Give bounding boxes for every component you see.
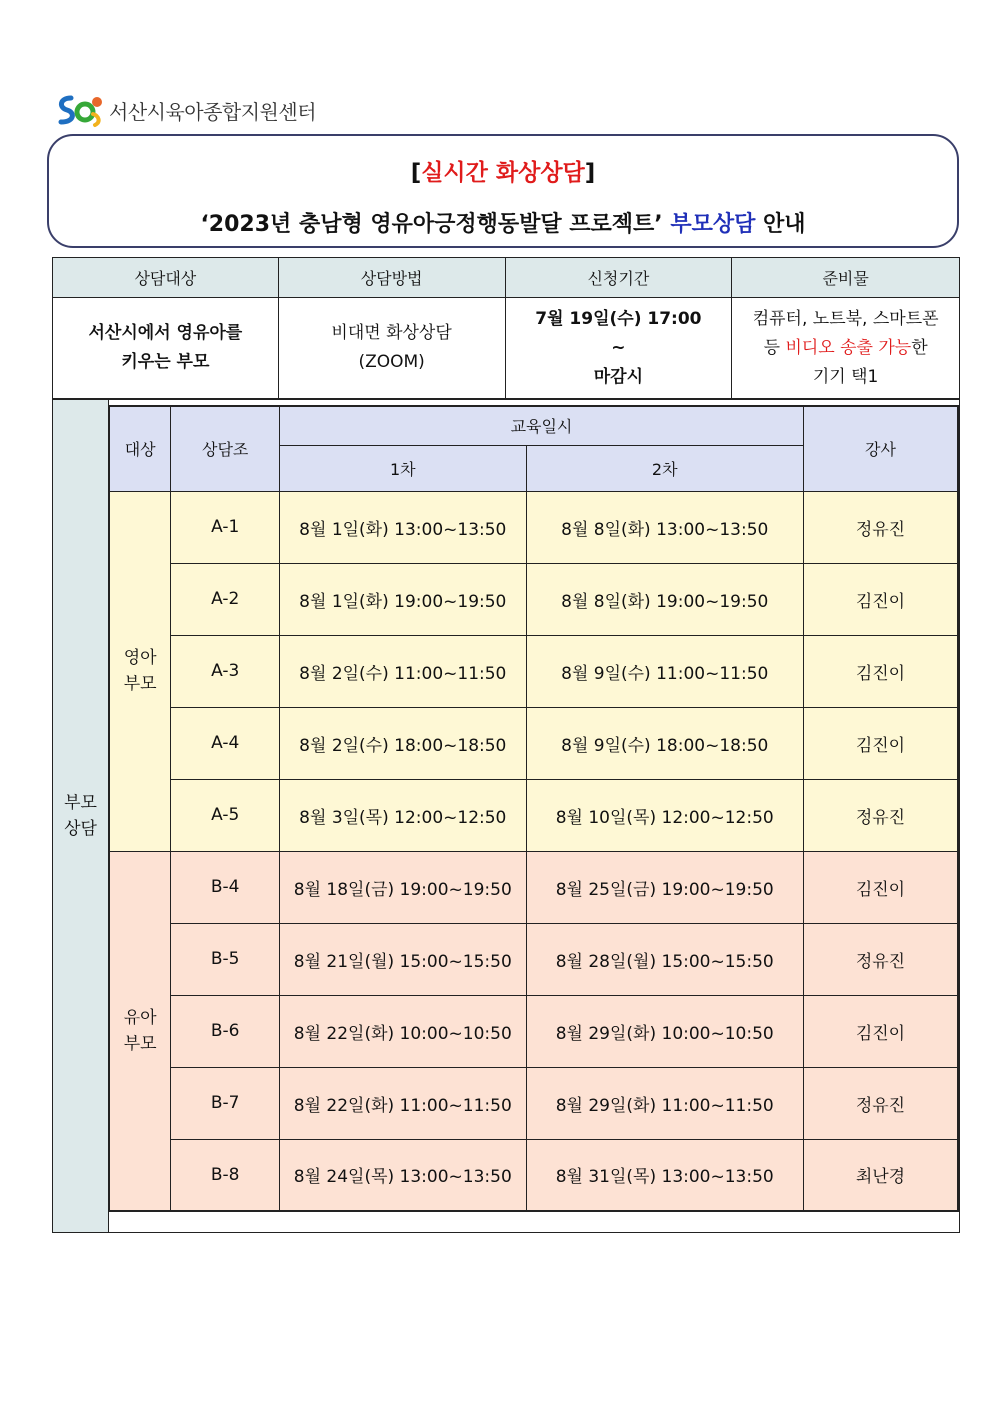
group-code: A-3: [171, 635, 280, 707]
instructor: 최난경: [803, 1139, 958, 1211]
instructor: 정유진: [803, 779, 958, 851]
first-session: 8월 21일(월) 15:00~15:50: [280, 923, 527, 995]
info-header-supplies: 준비물: [732, 258, 960, 298]
header-instructor: 강사: [803, 406, 958, 491]
info-header-row: [53, 258, 960, 298]
instructor: 김진이: [803, 851, 958, 923]
header-dates: 교육일시: [280, 406, 804, 445]
supplies-highlight: 비디오 송출 가능: [785, 337, 912, 358]
group-toddler-parents: 유아 부모: [109, 851, 171, 1211]
first-session: 8월 22일(화) 10:00~10:50: [280, 995, 527, 1067]
table-row: [109, 1139, 958, 1211]
header-group: 상담조: [171, 406, 280, 491]
second-session: 8월 10일(목) 12:00~12:50: [526, 779, 803, 851]
table-row: [109, 1067, 958, 1139]
second-session: 8월 9일(수) 18:00~18:50: [526, 707, 803, 779]
info-header-method: 상담방법: [278, 258, 505, 298]
instructor: 김진이: [803, 635, 958, 707]
first-session: 8월 24일(목) 13:00~13:50: [280, 1139, 527, 1211]
schedule-header-row: [109, 406, 958, 445]
instructor: 정유진: [803, 1067, 958, 1139]
second-session: 8월 9일(수) 11:00~11:50: [526, 635, 803, 707]
instructor: 김진이: [803, 995, 958, 1067]
center-logo: [55, 92, 316, 128]
instructor: 김진이: [803, 707, 958, 779]
group-code: B-4: [171, 851, 280, 923]
info-method: 비대면 화상상담 (ZOOM): [278, 298, 505, 399]
header-first: 1차: [280, 445, 527, 491]
group-code: B-8: [171, 1139, 280, 1211]
table-row: [109, 563, 958, 635]
schedule-table: [108, 405, 959, 1212]
table-row: [109, 995, 958, 1067]
title-line-2: ‘2023년 충남형 영유아긍정행동발달 프로젝트’ 부모상담 안내: [200, 212, 806, 237]
center-name: 서산시육아종합지원센터: [109, 99, 317, 124]
first-session: 8월 22일(화) 11:00~11:50: [280, 1067, 527, 1139]
center-logo-icon: [55, 92, 105, 128]
info-supplies: 컴퓨터, 노트북, 스마트폰 등 비디오 송출 가능한 기기 택1: [732, 298, 960, 399]
title-parent-consult: 부모상담: [670, 212, 756, 237]
table-row: [109, 851, 958, 923]
second-session: 8월 29일(화) 11:00~11:50: [526, 1067, 803, 1139]
first-session: 8월 2일(수) 11:00~11:50: [280, 635, 527, 707]
group-code: B-5: [171, 923, 280, 995]
second-session: 8월 28일(월) 15:00~15:50: [526, 923, 803, 995]
header-target: 대상: [109, 406, 171, 491]
group-code: B-7: [171, 1067, 280, 1139]
second-session: 8월 8일(화) 13:00~13:50: [526, 491, 803, 563]
info-value-row: [53, 298, 960, 399]
info-target: 서산시에서 영유아를 키우는 부모: [53, 298, 279, 399]
instructor: 정유진: [803, 491, 958, 563]
first-session: 8월 2일(수) 18:00~18:50: [280, 707, 527, 779]
info-header-target: 상담대상: [53, 258, 279, 298]
title-line-1: [실시간 화상상담]: [410, 160, 596, 186]
table-row: [109, 491, 958, 563]
instructor: 정유진: [803, 923, 958, 995]
group-infant-parents: 영아 부모: [109, 491, 171, 851]
first-session: 8월 3일(목) 12:00~12:50: [280, 779, 527, 851]
table-row: [109, 779, 958, 851]
group-code: A-1: [171, 491, 280, 563]
first-session: 8월 1일(화) 19:00~19:50: [280, 563, 527, 635]
second-session: 8월 31일(목) 13:00~13:50: [526, 1139, 803, 1211]
first-session: 8월 18일(금) 19:00~19:50: [280, 851, 527, 923]
group-code: A-5: [171, 779, 280, 851]
first-session: 8월 1일(화) 13:00~13:50: [280, 491, 527, 563]
group-code: A-4: [171, 707, 280, 779]
table-row: [109, 707, 958, 779]
second-session: 8월 29일(화) 10:00~10:50: [526, 995, 803, 1067]
second-session: 8월 8일(화) 19:00~19:50: [526, 563, 803, 635]
second-session: 8월 25일(금) 19:00~19:50: [526, 851, 803, 923]
info-period: 7월 19일(수) 17:00 ~ 마감시: [505, 298, 732, 399]
group-code: B-6: [171, 995, 280, 1067]
instructor: 김진이: [803, 563, 958, 635]
header-second: 2차: [526, 445, 803, 491]
table-row: [109, 923, 958, 995]
group-code: A-2: [171, 563, 280, 635]
info-header-period: 신청기간: [505, 258, 732, 298]
title-box: [47, 134, 959, 248]
side-label-parent-consult: 부모 상담: [53, 400, 109, 1232]
table-row: [109, 635, 958, 707]
title-highlight: 실시간 화상상담: [421, 160, 585, 186]
info-table: [52, 257, 960, 399]
